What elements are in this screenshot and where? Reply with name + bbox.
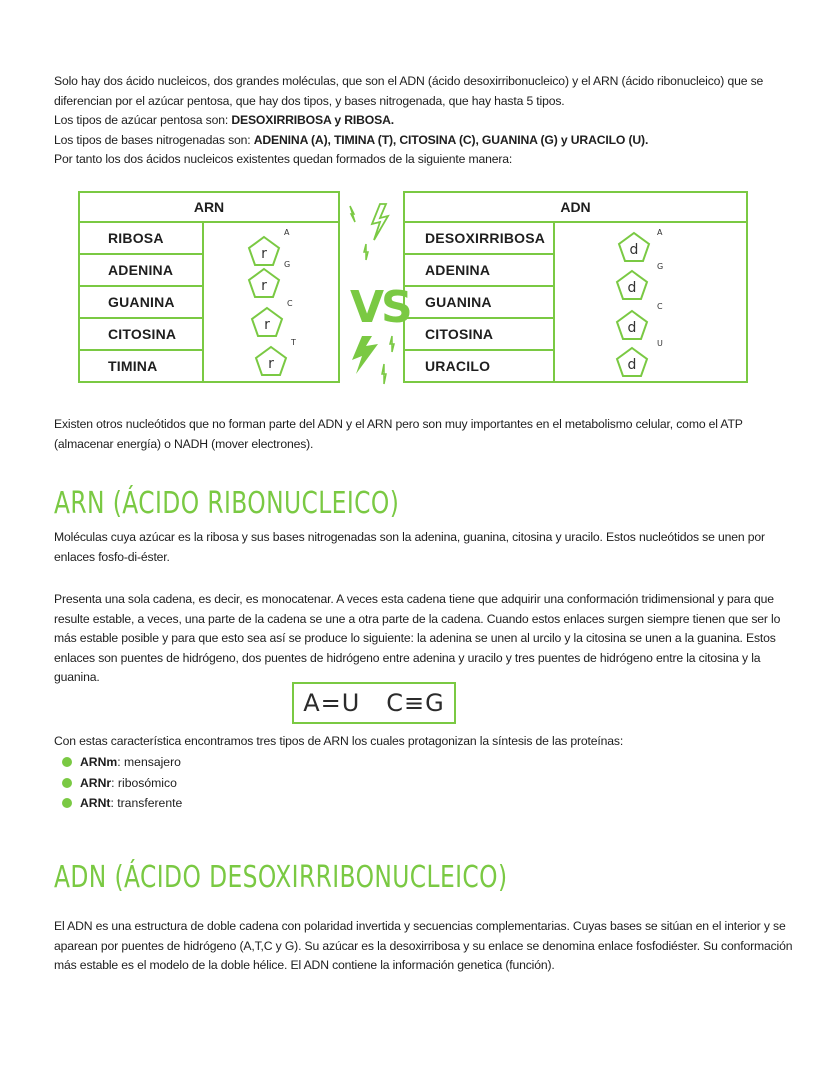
arn-section-title: ARN (ÁCIDO RIBONUCLEICO) xyxy=(54,486,400,521)
svg-text:G: G xyxy=(284,260,291,269)
pentagon-icon xyxy=(256,338,296,375)
adn-table xyxy=(403,191,748,383)
intro-paragraph xyxy=(54,72,770,170)
svg-text:U: U xyxy=(657,339,663,348)
list-item: ARNt : transferente xyxy=(62,793,182,814)
other-nucleotides-paragraph: Existen otros nucleótidos que no forman parte del ADN y el ARN pero son muy importantes en el metabolismo celular, como el ATP (almacenar energía) o NADH (mover electrones). xyxy=(54,417,743,451)
arn-table-header: ARN xyxy=(79,192,339,222)
adn-table-header: ADN xyxy=(404,192,747,222)
list-item: ARNr : ribosómico xyxy=(62,773,182,794)
svg-text:d: d xyxy=(627,357,637,373)
intro-line-4: Los tipos de bases nitrogenadas son: ADENINA (A), TIMINA (T), CITOSINA (C), GUANINA (G) y URACILO (U). xyxy=(54,132,649,147)
intro-line-5: Por tanto los dos ácidos nucleicos existentes quedan formados de la siguiente manera: xyxy=(54,152,513,166)
intro-line-1: Solo hay dos ácido nucleicos, dos grandes moléculas, que son el ADN (ácido desoxirribonucleico) y el ARN (ácido ribonucleico) que se xyxy=(54,74,764,88)
svg-text:C: C xyxy=(657,302,663,311)
adn-section-title: ADN (ÁCIDO DESOXIRRIBONUCLEICO) xyxy=(54,860,508,895)
pentagon-icon xyxy=(617,302,663,339)
svg-text:d: d xyxy=(627,320,637,336)
adn-row-label: CITOSINA xyxy=(404,318,554,350)
arn-row-label: GUANINA xyxy=(79,286,203,318)
svg-text:r: r xyxy=(264,317,270,333)
intro-line-3: Los tipos de azúcar pentosa son: DESOXIRRIBOSA y RIBOSA. xyxy=(54,113,395,127)
adn-row-label: DESOXIRRIBOSA xyxy=(404,222,554,254)
base-letter: A xyxy=(284,228,290,237)
bullet-icon xyxy=(62,798,72,808)
arn-paragraph-2: Presenta una sola cadena, es decir, es monocatenar. A veces esta cadena tiene que adquirir una conformación tridimensional y para que resulte estable, a veces, una parte de la cadena se une a otra parte de la cadena. Cuando estos enlaces surgen siempre tienen que ser lo más estable posible y para que esto sea así se produce lo siguiente: la adenina se unen al urcilo y la citosina se unen a la guanina. Estos enlaces son puentes de hidrógeno, dos puentes de hidrógeno entre adenina y uracilo y tres puentes de hidrógeno entre la citosina y la guanina. xyxy=(54,592,781,684)
svg-text:T: T xyxy=(291,338,296,347)
svg-text:G: G xyxy=(657,262,664,271)
bullet-icon xyxy=(62,778,72,788)
adn-deoxyribose-pentagons xyxy=(555,223,741,383)
arn-types-list xyxy=(62,752,182,814)
list-item: ARNm : mensajero xyxy=(62,752,182,773)
sugar-letter: d xyxy=(629,242,639,258)
arn-nucleotide-cell xyxy=(203,222,339,382)
base-letter: A xyxy=(657,228,663,237)
pentagon-icon xyxy=(252,299,293,336)
adn-row-label: ADENINA xyxy=(404,254,554,286)
base-pairing-formula: A=U C≡G xyxy=(292,682,456,724)
bullet-icon xyxy=(62,757,72,767)
svg-text:C: C xyxy=(287,299,293,308)
pentagon-icon xyxy=(617,262,663,299)
adn-row-label: URACILO xyxy=(404,350,554,382)
pentagon-icon xyxy=(619,228,663,261)
intro-line-2: diferencian por el azúcar pentosa, que hay dos tipos, y bases nitrogenada, que hay hasta 5 tipos. xyxy=(54,93,565,108)
adn-row-label: GUANINA xyxy=(404,286,554,318)
base-types: ADENINA (A), TIMINA (T), CITOSINA (C), GUANINA (G) y URACILO (U). xyxy=(253,132,649,147)
arn-paragraph-3: Con estas característica encontramos tres tipos de ARN los cuales protagonizan la síntesis de las proteínas: xyxy=(54,734,624,748)
arn-row-label: ADENINA xyxy=(79,254,203,286)
arn-row-label: TIMINA xyxy=(79,350,203,382)
arn-row-label: CITOSINA xyxy=(79,318,203,350)
adn-nucleotide-cell xyxy=(554,222,747,382)
vs-label: VS xyxy=(350,282,410,333)
svg-text:d: d xyxy=(627,280,637,296)
svg-text:r: r xyxy=(261,278,267,294)
arn-row-label: RIBOSA xyxy=(79,222,203,254)
arn-ribose-pentagons xyxy=(204,223,342,383)
arn-table xyxy=(78,191,340,383)
pentagon-icon xyxy=(617,339,663,376)
arn-paragraph-1: Moléculas cuya azúcar es la ribosa y sus bases nitrogenadas son la adenina, guanina, citosina y uracilo. Estos nucleótidos se unen por enlaces fosfo-di-éster. xyxy=(54,530,765,564)
adn-paragraph: El ADN es una estructura de doble cadena con polaridad invertida y secuencias complementarias. Cuyas bases se sitúan en el interior y se aparean por puentes de hidrógeno (A,T,C y G). Su azúcar es la desoxirribosa y su enlace se denomina enlace fosfodiéster. Su conformación más estable es el modelo de la doble hélice. El ADN contiene la información genetica (función). xyxy=(54,919,793,972)
sugar-letter: r xyxy=(261,246,267,262)
svg-text:r: r xyxy=(268,356,274,372)
pentose-types: DESOXIRRIBOSA y RIBOSA. xyxy=(231,113,395,127)
